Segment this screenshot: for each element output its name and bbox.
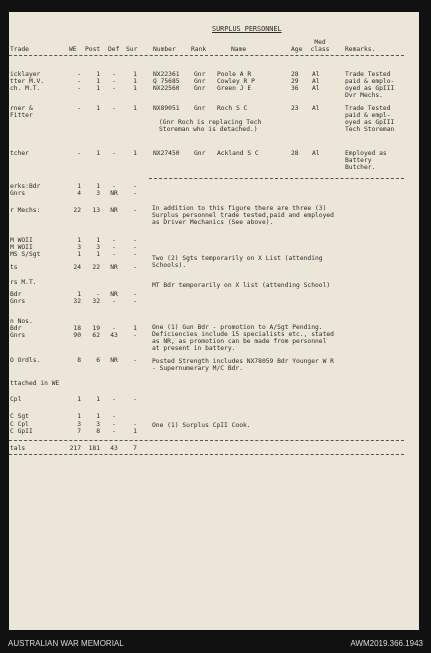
cell-we: 22 bbox=[73, 207, 81, 214]
cell-remarks: Trade Tested paid & empl- oyed as GpIII Tech Storeman bbox=[345, 105, 395, 133]
cell-rank: Gnr bbox=[194, 85, 206, 92]
cell-def: - bbox=[112, 71, 116, 78]
cell-trade: n Nos. bbox=[10, 318, 33, 325]
cell-med: Al bbox=[312, 71, 320, 78]
cell-rank: Gnr bbox=[194, 71, 206, 78]
cell-age: 36 bbox=[291, 85, 299, 92]
note-roch: (Gnr Roch is replacing Tech Storeman who is detached.) bbox=[159, 119, 262, 133]
cell-post: 1 bbox=[96, 237, 100, 244]
cell-we: 1 bbox=[77, 237, 81, 244]
cell-name: Cowley R P bbox=[217, 78, 255, 85]
cell-we: 1 bbox=[77, 251, 81, 258]
document-title: SURPLUS PERSONNEL bbox=[212, 25, 282, 33]
cell-sur: - bbox=[133, 421, 137, 428]
cell-we: - bbox=[77, 71, 81, 78]
cell-sur: 7 bbox=[133, 445, 137, 452]
cell-we: 1 bbox=[77, 183, 81, 190]
note-ordnance: Posted Strength includes NX78059 Bdr Younger W R - Supernumerary M/C Bdr. bbox=[152, 358, 334, 372]
cell-def: - bbox=[112, 244, 116, 251]
footer-bar bbox=[0, 636, 431, 653]
header-name: Name bbox=[231, 46, 247, 53]
cell-post: 19 bbox=[92, 325, 100, 332]
footer-source: AUSTRALIAN WAR MEMORIAL bbox=[8, 639, 124, 648]
cell-we: 32 bbox=[73, 298, 81, 305]
cell-def: - bbox=[112, 105, 116, 112]
cell-sur: 1 bbox=[133, 428, 137, 435]
cell-we: 1 bbox=[77, 413, 81, 420]
cell-sur: - bbox=[133, 237, 137, 244]
cell-we: 8 bbox=[77, 357, 81, 364]
note-driver-mechanics: In addition to this figure there are three (3) Surplus personnel trade tested,paid and employed as Driver Mechanics (See above). bbox=[152, 205, 334, 226]
cell-def: - bbox=[112, 237, 116, 244]
cell-trade: rner & Fitter bbox=[10, 105, 33, 119]
header-post: Post bbox=[85, 46, 101, 53]
cell-def: - bbox=[112, 325, 116, 332]
cell-we: 1 bbox=[77, 291, 81, 298]
cell-trade: Bdr bbox=[10, 325, 22, 332]
cell-rank: Gnr bbox=[194, 78, 206, 85]
cell-post: 6 bbox=[96, 357, 100, 364]
cell-we: - bbox=[77, 105, 81, 112]
cell-def: - bbox=[112, 85, 116, 92]
cell-med: Al bbox=[312, 85, 320, 92]
cell-trade: erks:Bdr bbox=[10, 183, 41, 190]
cell-remarks: paid & emplo- bbox=[345, 78, 395, 85]
cell-number: NX22560 bbox=[153, 85, 180, 92]
header-med-class: Med class bbox=[310, 39, 330, 53]
cell-trade: rs M.T. bbox=[10, 279, 37, 286]
cell-post: 1 bbox=[96, 78, 100, 85]
cell-def: - bbox=[112, 428, 116, 435]
cell-name: Poole A R bbox=[217, 71, 252, 78]
cell-age: 29 bbox=[291, 78, 299, 85]
cell-rank: Gnr bbox=[194, 150, 206, 157]
cell-def: - bbox=[112, 413, 116, 420]
footer-accession-number: AWM2019.366.1943 bbox=[350, 639, 423, 648]
cell-age: 28 bbox=[291, 150, 299, 157]
cell-we: 90 bbox=[73, 332, 81, 339]
cell-rank: Gnr bbox=[194, 105, 206, 112]
header-number: Number bbox=[153, 46, 176, 53]
cell-def: - bbox=[112, 421, 116, 428]
cell-sur: - bbox=[133, 207, 137, 214]
cell-trade: Cpl bbox=[10, 396, 22, 403]
cell-sur: - bbox=[133, 291, 137, 298]
cell-med: Al bbox=[312, 105, 320, 112]
cell-number: NX27450 bbox=[153, 150, 180, 157]
note-sergeants: Two (2) Sgts temporarily on X List (attending Schools). bbox=[152, 255, 323, 269]
cell-trade: ts bbox=[10, 264, 18, 271]
header-trade: Trade bbox=[10, 46, 29, 53]
cell-trade: M WOII bbox=[10, 244, 33, 251]
cell-def: NR bbox=[110, 291, 118, 298]
cell-trade: Bdr bbox=[10, 291, 22, 298]
cell-sur: 1 bbox=[133, 78, 137, 85]
cell-we: 217 bbox=[69, 445, 81, 452]
cell-we: 1 bbox=[77, 396, 81, 403]
cell-remarks: oyed as GpIII Dvr Mechs. bbox=[345, 85, 395, 99]
cell-post: - bbox=[96, 291, 100, 298]
cell-def: 43 bbox=[110, 445, 118, 452]
cell-age: 23 bbox=[291, 105, 299, 112]
header-def: Def bbox=[108, 46, 120, 53]
cell-sur: - bbox=[133, 183, 137, 190]
cell-post: 3 bbox=[96, 190, 100, 197]
note-gun-numbers: One (1) Gun Bdr - promotion to A/Sgt Pending. Deficiencies include 15 specialists etc., stated as NR, as promotion can be made from personnel at present in battery. bbox=[152, 324, 334, 352]
cell-name: Ackland S C bbox=[217, 150, 259, 157]
rule-above-totals bbox=[9, 440, 404, 441]
cell-sur: - bbox=[133, 396, 137, 403]
rule-below-totals bbox=[9, 454, 404, 455]
cell-trade: Gnrs bbox=[10, 298, 26, 305]
cell-sur: - bbox=[133, 190, 137, 197]
cell-sur: 1 bbox=[133, 325, 137, 332]
cell-we: 3 bbox=[77, 421, 81, 428]
header-age: Age bbox=[291, 46, 303, 53]
cell-post: 3 bbox=[96, 244, 100, 251]
cell-trade: r Mechs: bbox=[10, 207, 41, 214]
cell-sur: - bbox=[133, 332, 137, 339]
cell-post: 22 bbox=[92, 264, 100, 271]
cell-def: - bbox=[112, 150, 116, 157]
cell-we: 18 bbox=[73, 325, 81, 332]
cell-remarks: Employed as Battery Butcher. bbox=[345, 150, 387, 171]
cell-def: - bbox=[112, 298, 116, 305]
cell-def: NR bbox=[110, 207, 118, 214]
cell-number: NX89051 bbox=[153, 105, 180, 112]
rule-below-personnel bbox=[149, 178, 404, 179]
cell-we: 24 bbox=[73, 264, 81, 271]
header-rank: Rank bbox=[191, 46, 207, 53]
cell-remarks: Trade Tested bbox=[345, 71, 391, 78]
cell-post: 1 bbox=[96, 183, 100, 190]
cell-trade: O Ordls. bbox=[10, 357, 41, 364]
cell-sur: - bbox=[133, 264, 137, 271]
cell-post: 62 bbox=[92, 332, 100, 339]
cell-post: 1 bbox=[96, 85, 100, 92]
cell-we: - bbox=[77, 150, 81, 157]
cell-sur: 1 bbox=[133, 150, 137, 157]
cell-sur: - bbox=[133, 298, 137, 305]
cell-post: 1 bbox=[96, 251, 100, 258]
cell-post: 32 bbox=[92, 298, 100, 305]
cell-trade: icklayer bbox=[10, 71, 41, 78]
cell-def: NR bbox=[110, 264, 118, 271]
cell-post: 3 bbox=[96, 421, 100, 428]
note-surplus-cook: One (1) Surplus CpII Cook. bbox=[152, 422, 251, 429]
cell-def: NR bbox=[110, 190, 118, 197]
cell-med: Al bbox=[312, 150, 320, 157]
cell-def: - bbox=[112, 183, 116, 190]
cell-number: Q 75685 bbox=[153, 78, 180, 85]
cell-we: - bbox=[77, 78, 81, 85]
cell-number: NX22361 bbox=[153, 71, 180, 78]
cell-post: 1 bbox=[96, 105, 100, 112]
cell-sur: - bbox=[133, 251, 137, 258]
cell-trade: Gnrs bbox=[10, 190, 26, 197]
cell-post: 8 bbox=[96, 428, 100, 435]
cell-post: 181 bbox=[88, 445, 100, 452]
cell-we: 3 bbox=[77, 244, 81, 251]
document-sheet bbox=[9, 12, 419, 630]
cell-sur: 1 bbox=[133, 105, 137, 112]
cell-sur: 1 bbox=[133, 85, 137, 92]
note-mt-bdr: MT Bdr temporarily on X list (attending School) bbox=[152, 282, 331, 289]
cell-def: NR bbox=[110, 357, 118, 364]
cell-trade: C Cpl bbox=[10, 421, 29, 428]
cell-trade: tcher bbox=[10, 150, 29, 157]
cell-post: 13 bbox=[92, 207, 100, 214]
cell-def: - bbox=[112, 78, 116, 85]
cell-name: Green J E bbox=[217, 85, 252, 92]
cell-trade: tter M.V. bbox=[10, 78, 45, 85]
cell-post: 1 bbox=[96, 396, 100, 403]
cell-post: 1 bbox=[96, 71, 100, 78]
header-we: WE bbox=[69, 46, 77, 53]
cell-post: 1 bbox=[96, 150, 100, 157]
cell-trade: C Sgt bbox=[10, 413, 29, 420]
cell-age: 28 bbox=[291, 71, 299, 78]
cell-name: Roch S C bbox=[217, 105, 248, 112]
cell-trade: Gnrs bbox=[10, 332, 26, 339]
cell-we: 7 bbox=[77, 428, 81, 435]
cell-sur: - bbox=[133, 244, 137, 251]
cell-def: - bbox=[112, 396, 116, 403]
header-remarks: Remarks. bbox=[345, 46, 376, 53]
cell-post: 1 bbox=[96, 413, 100, 420]
cell-trade: ch. M.T. bbox=[10, 85, 41, 92]
cell-trade: C GpII bbox=[10, 428, 33, 435]
cell-trade: MS S/Sgt bbox=[10, 251, 41, 258]
cell-trade: M WOII bbox=[10, 237, 33, 244]
cell-trade: ttached in WE bbox=[10, 380, 60, 387]
cell-we: - bbox=[77, 85, 81, 92]
header-sur: Sur bbox=[126, 46, 138, 53]
header-rule bbox=[9, 55, 404, 56]
cell-sur: - bbox=[133, 357, 137, 364]
cell-def: - bbox=[112, 251, 116, 258]
cell-def: 43 bbox=[110, 332, 118, 339]
cell-sur: 1 bbox=[133, 71, 137, 78]
cell-we: 4 bbox=[77, 190, 81, 197]
cell-trade: tals bbox=[10, 445, 26, 452]
cell-med: Al bbox=[312, 78, 320, 85]
